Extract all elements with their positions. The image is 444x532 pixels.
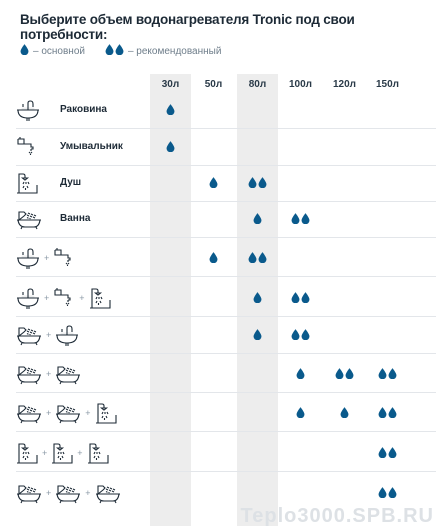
table-row bbox=[16, 280, 436, 315]
legend bbox=[20, 44, 241, 58]
column-header: 100л bbox=[288, 79, 313, 90]
row-divider bbox=[16, 276, 436, 277]
basic-mark bbox=[237, 201, 278, 236]
table-row bbox=[16, 201, 436, 236]
plus-icon: + bbox=[85, 487, 91, 498]
bathtub-icon bbox=[16, 482, 42, 504]
table-row bbox=[16, 92, 436, 127]
row-divider bbox=[16, 431, 436, 432]
watermark: Teplo3000.SPB.RU bbox=[240, 505, 434, 527]
basic-mark bbox=[150, 129, 191, 164]
recommended-mark bbox=[324, 356, 365, 391]
plus-icon: + bbox=[46, 329, 52, 340]
row-label: Ванна bbox=[60, 213, 91, 224]
legend-recommended-label: – рекомендованный bbox=[127, 45, 222, 57]
basic-mark bbox=[324, 395, 365, 430]
table-row bbox=[16, 317, 436, 352]
recommended-mark bbox=[237, 240, 278, 275]
plus-icon: + bbox=[77, 447, 83, 458]
legend-recommended bbox=[105, 44, 221, 58]
plus-icon: + bbox=[79, 292, 85, 303]
table-row bbox=[16, 129, 436, 164]
bathtub-icon bbox=[95, 482, 121, 504]
shower-icon bbox=[89, 287, 111, 309]
sink-icon bbox=[16, 99, 40, 121]
legend-basic bbox=[20, 44, 85, 58]
sink-icon bbox=[55, 324, 79, 346]
recommended-mark bbox=[237, 165, 278, 200]
faucet-icon bbox=[53, 287, 75, 309]
column-header: 150л bbox=[375, 79, 400, 90]
plus-icon: + bbox=[44, 252, 50, 263]
column-header: 30л bbox=[161, 79, 180, 90]
column-header: 120л bbox=[332, 79, 357, 90]
shower-icon bbox=[87, 442, 109, 464]
bathtub-icon bbox=[16, 208, 42, 230]
shower-icon bbox=[16, 442, 38, 464]
plus-icon: + bbox=[42, 447, 48, 458]
recommended-mark bbox=[367, 435, 408, 470]
column-header: 80л bbox=[248, 79, 267, 90]
shower-icon bbox=[16, 172, 38, 194]
bathtub-icon bbox=[55, 402, 81, 424]
basic-mark bbox=[280, 395, 321, 430]
plus-icon: + bbox=[46, 407, 52, 418]
basic-mark bbox=[150, 92, 191, 127]
basic-mark bbox=[237, 280, 278, 315]
recommended-mark bbox=[367, 395, 408, 430]
bathtub-icon bbox=[16, 363, 42, 385]
basic-mark bbox=[237, 317, 278, 352]
row-divider bbox=[16, 471, 436, 472]
recommended-mark bbox=[280, 280, 321, 315]
row-label: Душ bbox=[60, 177, 82, 188]
plus-icon: + bbox=[85, 407, 91, 418]
bathtub-icon bbox=[55, 363, 81, 385]
row-label: Умывальник bbox=[60, 141, 123, 152]
basic-mark bbox=[193, 165, 234, 200]
recommended-mark bbox=[280, 317, 321, 352]
faucet-icon bbox=[16, 136, 38, 158]
shower-icon bbox=[51, 442, 73, 464]
basic-mark bbox=[280, 356, 321, 391]
faucet-icon bbox=[53, 247, 75, 269]
plus-icon: + bbox=[46, 368, 52, 379]
recommended-mark bbox=[280, 201, 321, 236]
recommended-mark bbox=[367, 356, 408, 391]
shower-icon bbox=[95, 402, 117, 424]
sink-icon bbox=[16, 247, 40, 269]
column-header: 50л bbox=[204, 79, 223, 90]
row-divider bbox=[16, 392, 436, 393]
bathtub-icon bbox=[16, 402, 42, 424]
row-divider bbox=[16, 237, 436, 238]
bathtub-icon bbox=[55, 482, 81, 504]
plus-icon: + bbox=[44, 292, 50, 303]
plus-icon: + bbox=[46, 487, 52, 498]
sink-icon bbox=[16, 287, 40, 309]
page-title: Выберите объем водонагревателя Tronic под свои потребности: bbox=[20, 12, 355, 42]
row-label: Раковина bbox=[60, 104, 107, 115]
drop-icon bbox=[20, 44, 29, 58]
double-drop-icon bbox=[105, 44, 124, 58]
bathtub-icon bbox=[16, 324, 42, 346]
row-divider bbox=[16, 353, 436, 354]
legend-basic-label: – основной bbox=[33, 45, 85, 57]
basic-mark bbox=[193, 240, 234, 275]
